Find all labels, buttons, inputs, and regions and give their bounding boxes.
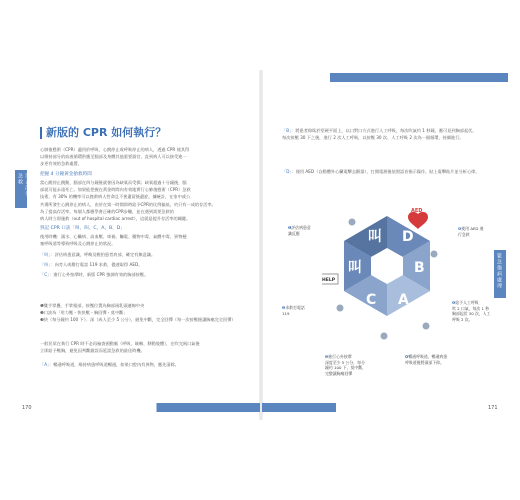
step-item xyxy=(282,127,488,134)
step-item xyxy=(40,271,246,278)
step-b-paragraph xyxy=(282,127,488,141)
text-line: 為了提高存活率，每個人都應學會正確的CPR步驟，並在遇到需要急救的 xyxy=(40,208,174,214)
compression-points xyxy=(40,302,246,324)
step-item xyxy=(282,134,488,141)
caption-number: ❻ xyxy=(458,226,462,231)
caption-line: 119 xyxy=(282,310,290,316)
hex-label-call-1: 叫 xyxy=(368,229,382,245)
pulse-check-paragraph xyxy=(40,340,246,354)
text-line: 塞呼吸道等導致呼吸及心跳停止的狀況。 xyxy=(40,241,116,247)
caption-line: 求救打電話 xyxy=(285,305,305,310)
text-line: 一般民眾在執行 CPR 時不必再檢查頸動脈（呼吸、咳嗽、移動肢體），在吹完兩口氣後 xyxy=(40,341,200,346)
hex-label-b: B xyxy=(414,260,425,276)
book-gutter xyxy=(259,70,263,420)
point-item: ❶雙手掌疊，手掌根部，按壓位置為胸部兩乳頭連線中央 xyxy=(40,303,145,308)
steps-list xyxy=(40,251,246,282)
section-heading-mnemonic: 熟記 CPR 口訣「叫、叫、C、A、B、D」 xyxy=(40,226,125,231)
diagram-caption-4 xyxy=(405,354,447,365)
caption-line: 鐘約 100 下，莫中斷， xyxy=(325,365,367,371)
diagram-caption-1 xyxy=(288,225,311,236)
caption-line: 吹 2 口氣，每次 1 秒 xyxy=(452,305,490,311)
page-number-left: 170 xyxy=(22,405,32,411)
caption-number: ❷ xyxy=(282,305,286,310)
golden-time-paragraph xyxy=(40,179,246,222)
side-tab-left xyxy=(15,170,30,208)
aed-heart-icon xyxy=(408,208,428,229)
point-item: ❸快（每分鐘約 100 下）、深（成人至少 5 公分），避免中斷，完全回彈（每一次按壓後讓胸廓完全回彈） xyxy=(40,317,236,323)
caption-number: ❶ xyxy=(288,225,292,230)
step-d-paragraph xyxy=(282,168,488,175)
text-line: 以維持部分的血液循環供應至腦部及身體其他重要器官，直到病人可以接受進一 xyxy=(40,154,187,160)
aed-label: AED xyxy=(411,208,423,214)
text-line: 當心跳停止跳動，腦部在四分鐘後就會因為缺氧而受損；缺氧超過十分鐘後，腦 xyxy=(40,180,187,185)
text-line: 共場所發生心跳停止的病人，由於在第一時間即時給予CPR的比例偏低，約只有一成的存活率。 xyxy=(40,201,216,207)
help-label: HELP xyxy=(322,278,336,283)
step-item xyxy=(40,251,246,258)
usage-paragraph xyxy=(40,233,246,247)
hex-label-call-2: 叫 xyxy=(348,260,362,276)
caption-line: 完整讓胸廓回彈 xyxy=(325,370,353,376)
caption-number: ❸ xyxy=(325,354,329,359)
caption-line: 胸部起伏 30 次，人工 xyxy=(452,311,491,317)
caption-line: 給予人工呼吸 xyxy=(455,300,479,305)
side-tab-right xyxy=(494,250,506,298)
caption-line: 識反應 xyxy=(288,230,300,236)
step-key: 「A」 xyxy=(40,362,50,367)
step-text: ：將患者仰臥於堅硬平面上，以口對口方式進行人工呼吸，每次吹氣約 1 秒鐘，應可見到胸部起伏。 xyxy=(291,128,477,133)
cpr-cycle-diagram xyxy=(322,208,452,363)
caption-number: ❹ xyxy=(405,354,409,359)
diagram-caption-2 xyxy=(282,305,305,316)
caption-line: 評估病患意 xyxy=(291,225,311,230)
caption-line: 進行心外按摩 xyxy=(328,354,352,359)
step-text: ：評估病患意識，呼喚及輕拍患者肩部，確定有無意識。 xyxy=(50,252,156,257)
step-a xyxy=(40,361,246,368)
step-key: 「叫」 xyxy=(40,252,51,257)
caption-line: 暢通呼吸道，暢通病患 xyxy=(408,354,448,359)
step-key: 「B」 xyxy=(282,128,292,133)
hex-label-c: C xyxy=(366,292,377,308)
diagram-caption-5 xyxy=(452,300,491,322)
step-text: ：向旁人或撥打電話 119 求救，儘速取得 AED。 xyxy=(50,262,143,268)
text-line: 步更有效的急救處置。 xyxy=(40,161,82,167)
text-line: 部就可能永遠死亡。如果能把握在黃金時間內有效地實行心肺復甦術（CPR）急救 xyxy=(40,187,191,193)
diagram-caption-6 xyxy=(458,226,484,237)
step-text: ：使用 AED（自動體外心臟電擊去顫器），打開電源後依照語音指示操作，貼上電擊貼片並分析心律。 xyxy=(291,169,480,174)
step-item xyxy=(40,261,246,268)
text-line: 立即給予壓胸，避免因判斷錯誤而延誤急救的最佳時機。 xyxy=(40,348,145,354)
section-heading-golden-time: 把握 4 分鐘黃金搶救時間 xyxy=(40,172,92,177)
hex-label-d: D xyxy=(402,229,414,245)
point-item: ❷口訣為「用力壓・快快壓・胸回彈・莫中斷」 xyxy=(40,310,128,316)
caption-line: 使用 AED 進 xyxy=(461,226,484,231)
step-text: ：暢通呼吸道，維持病患呼吸道暢通，如果口腔內有異物，應先清除。 xyxy=(49,362,179,367)
intro-paragraph xyxy=(40,146,246,168)
text-line: 使用時機：溺水、心臟病、高血壓、車禍、觸電、藥物中毒、氣體中毒、異物梗 xyxy=(40,234,187,239)
caption-line: 呼吸道後將頭部下仰。 xyxy=(405,359,444,365)
step-key: 「C」 xyxy=(40,272,50,278)
help-sign-icon xyxy=(322,274,338,284)
diagram-caption-3 xyxy=(325,354,366,376)
step-key: 「叫」 xyxy=(40,262,51,268)
top-band-right xyxy=(330,73,508,82)
step-text: ：進行心外按摩時，新版 CPR 強調有效的胸部按壓。 xyxy=(49,272,149,278)
step-text: 每次按壓 30 下之後，進行 2 次人工呼吸，以按壓 30 次、人工呼吸 2 次為一個循環，持續進行。 xyxy=(282,135,464,141)
side-tab-left-label: 第五部分・急救 xyxy=(17,173,30,203)
side-tab-right-label: 緊急傷病處理 xyxy=(496,253,502,289)
caption-line: 行急救 xyxy=(458,231,470,237)
step-key: 「D」 xyxy=(282,169,292,174)
page-title: 新版的 CPR 如何執行？ xyxy=(40,127,166,139)
bottom-band-left xyxy=(14,403,260,412)
text-line: 心肺復甦術（CPR）適用於呼吸、心跳停止或呼吸停止的病人，透過 CPR 使其得 xyxy=(40,147,190,152)
page-number-right: 171 xyxy=(488,405,498,411)
text-line: 技術，有 30% 的機率可以挽救病人性命且不會遺留後遺症。據統計，在家中或公 xyxy=(40,194,191,200)
text-line: 病人時立即施救（out of hospital cardiac arrest），這就是提升存活率的關鍵。 xyxy=(40,216,191,222)
bottom-band-right xyxy=(262,403,508,412)
caption-line: 呼吸 2 次。 xyxy=(452,316,473,322)
caption-line: 深度至少 5 公分，每分 xyxy=(325,359,365,365)
caption-number: ❺ xyxy=(452,300,456,305)
hex-label-a: A xyxy=(398,292,409,308)
